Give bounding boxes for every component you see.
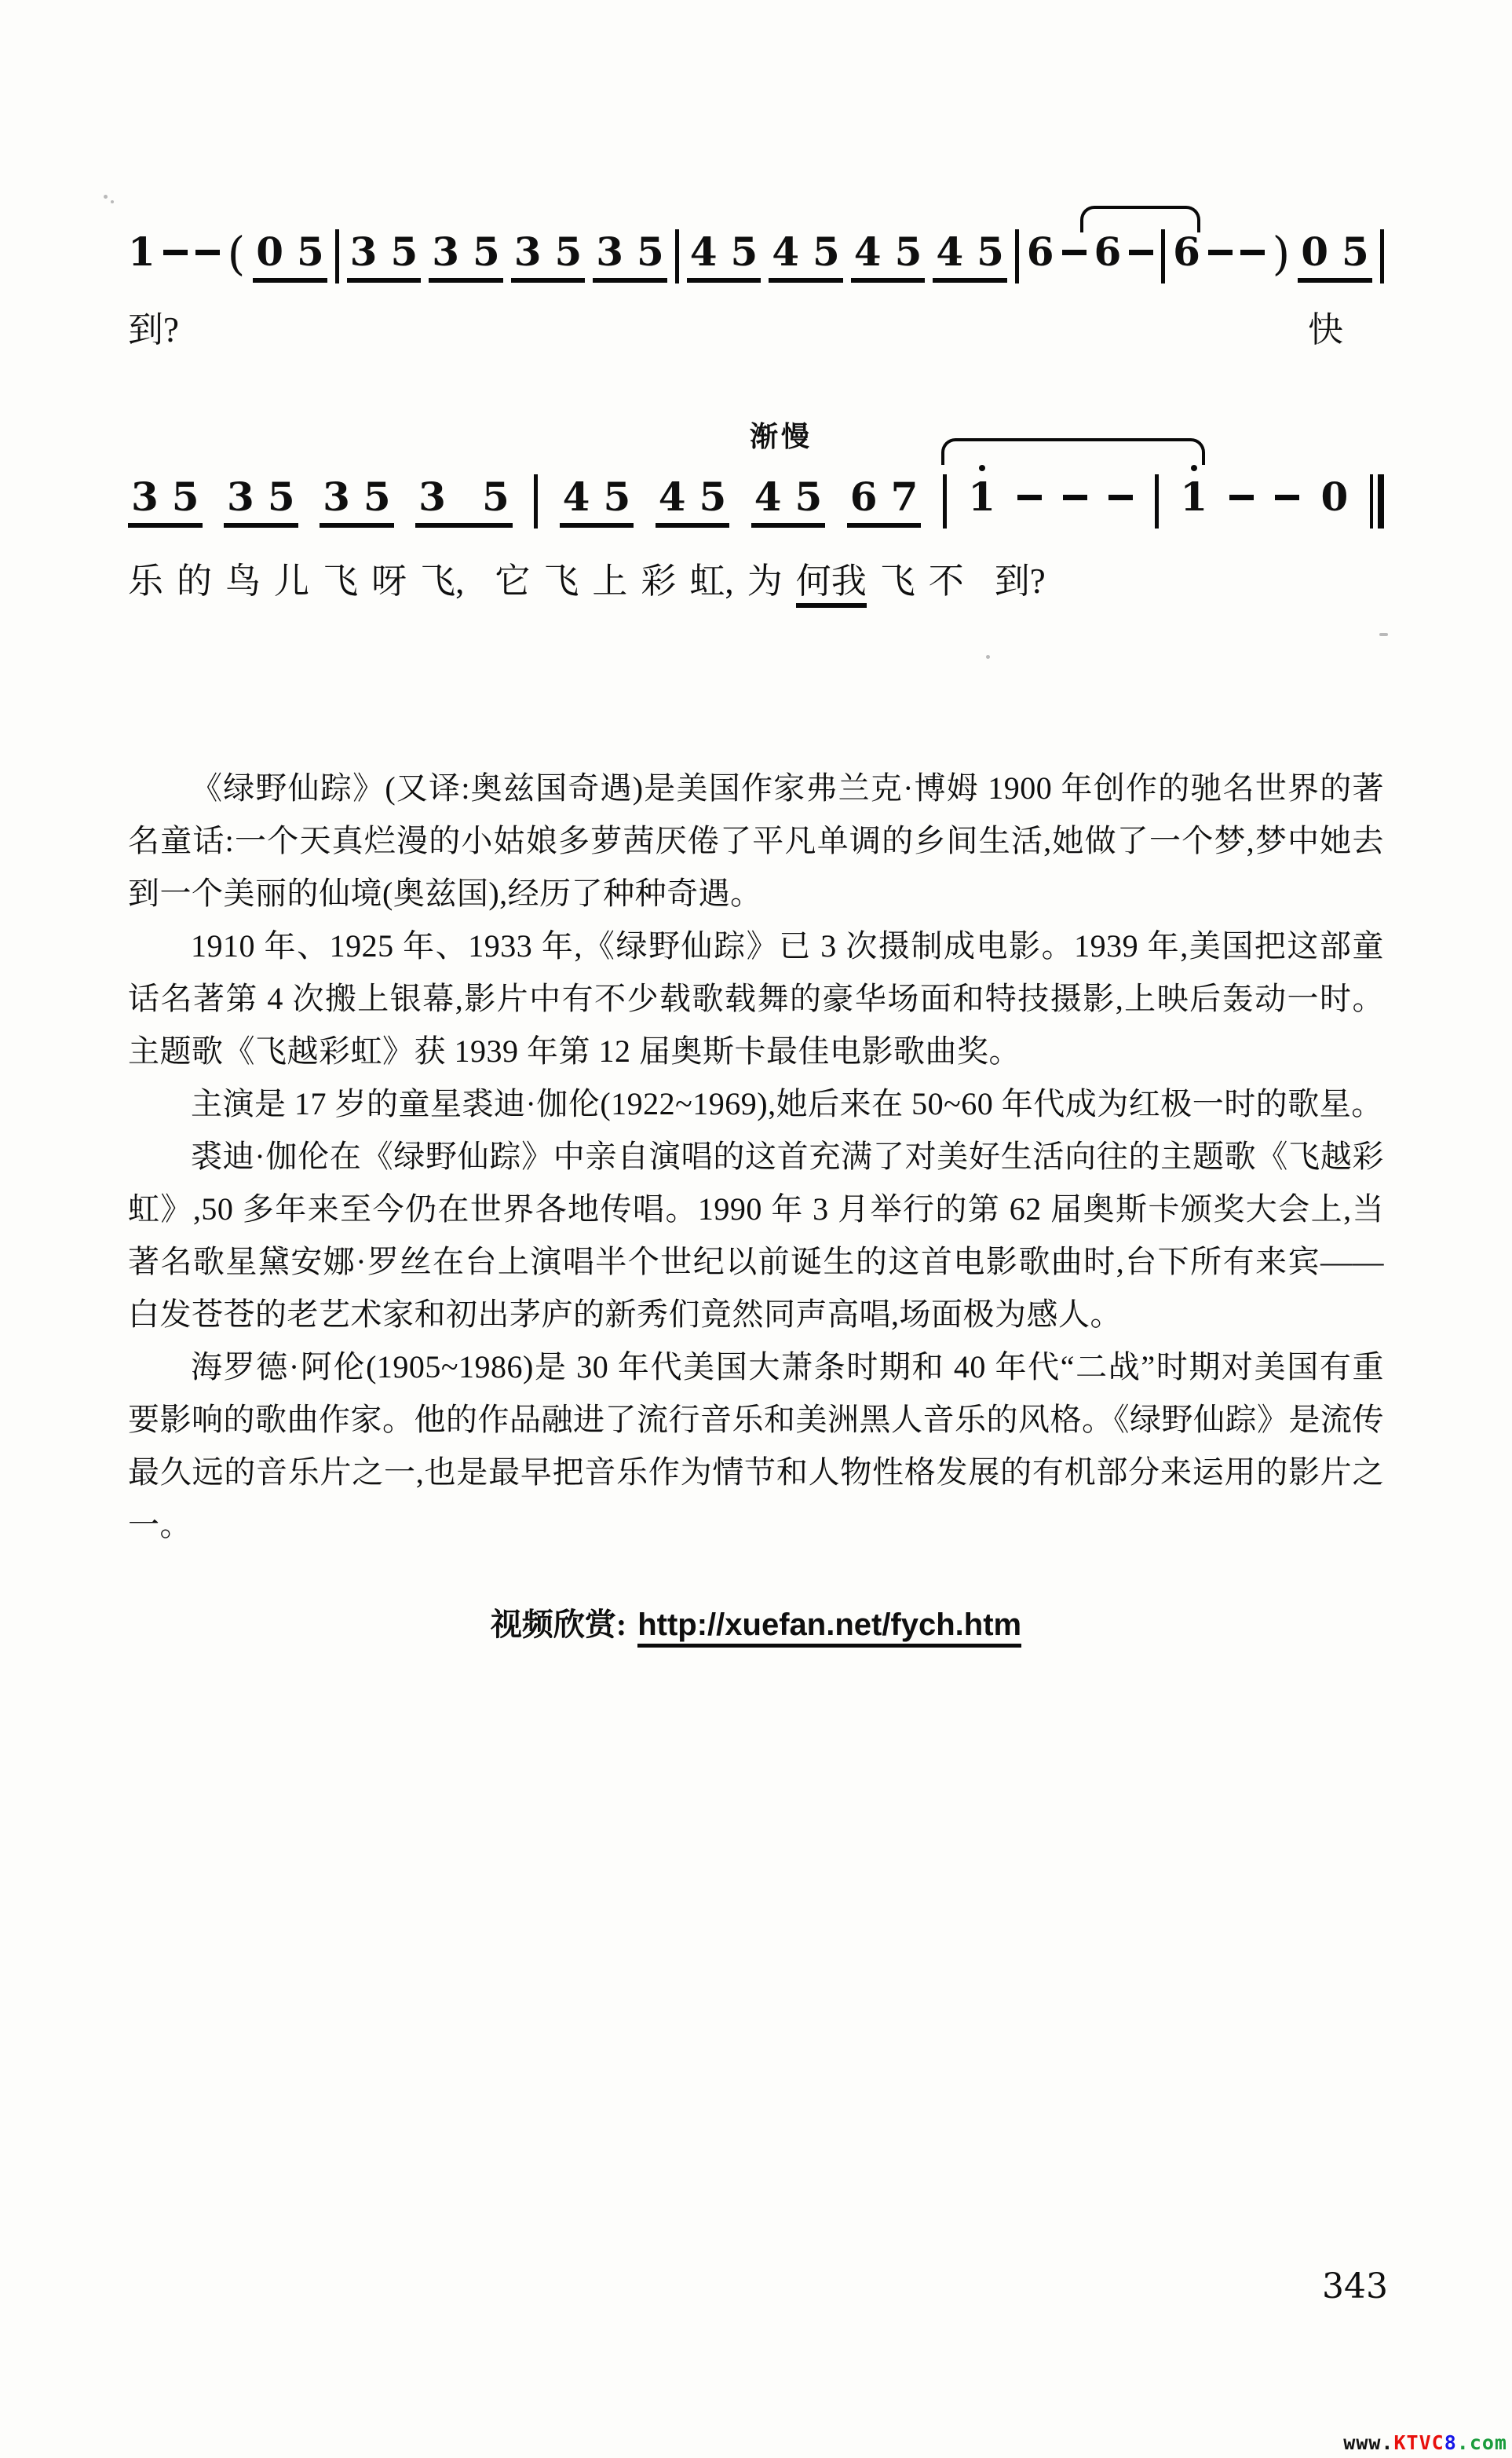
- note-0: 0: [256, 229, 283, 275]
- octave-dot: [979, 465, 985, 471]
- note-0: 0: [1320, 474, 1349, 520]
- note-5: 5: [554, 229, 583, 275]
- note-5: 5: [699, 474, 727, 520]
- lyric-syllable: 快: [1307, 310, 1343, 349]
- note-3: 3: [349, 229, 378, 275]
- tie-arc-line1: [1080, 206, 1200, 232]
- note-6: 6: [849, 474, 878, 520]
- beamed-note-group-45: [769, 229, 843, 283]
- beamed-note-group-45: [933, 229, 1007, 283]
- note-5: 5: [894, 229, 922, 275]
- duration-dash: [195, 250, 220, 255]
- duration-dash: [1062, 250, 1087, 255]
- note-4: 4: [754, 474, 782, 520]
- note-5: 5: [603, 474, 631, 520]
- barline: [943, 474, 947, 529]
- barline-thin: [1370, 474, 1373, 529]
- close-parenthesis: ): [1272, 227, 1291, 280]
- note-4: 4: [689, 229, 718, 275]
- note-5: 5: [977, 229, 1004, 275]
- duration-dash: [1129, 250, 1153, 255]
- note-5: 5: [363, 474, 391, 520]
- note-4: 4: [772, 229, 800, 275]
- beamed-note-group-45: [687, 229, 761, 283]
- video-appreciation-line: [128, 1600, 1384, 1644]
- barline: [1015, 229, 1019, 283]
- note-0: 0: [1301, 229, 1329, 275]
- note-6: 6: [1094, 229, 1122, 275]
- barline: [1155, 474, 1159, 529]
- video-url-link[interactable]: http://xuefan.net/fych.htm: [637, 1608, 1021, 1648]
- watermark-www: www.: [1343, 2431, 1394, 2454]
- watermark-com: .com: [1456, 2431, 1507, 2454]
- lyric-syllable: 飞: [323, 561, 359, 601]
- beamed-note-group-35: [128, 474, 203, 528]
- final-double-barline: [1370, 474, 1384, 529]
- beamed-note-group-05: [1298, 229, 1372, 283]
- lyric-syllable: 呀: [371, 561, 407, 601]
- barline: [534, 474, 538, 529]
- note-5: 5: [390, 229, 418, 275]
- watermark: [1343, 2431, 1507, 2454]
- watermark-eight: 8: [1444, 2431, 1457, 2454]
- lyric-syllable: 飞: [543, 561, 579, 601]
- note-1: 1: [128, 229, 155, 275]
- duration-dash: [163, 250, 188, 255]
- note-5: 5: [267, 474, 295, 520]
- beamed-note-group-35: [511, 229, 586, 283]
- beamed-note-group-35: [320, 474, 394, 528]
- duration-dash: [1063, 495, 1087, 500]
- duration-dash: [1229, 495, 1254, 500]
- score-line-2: [128, 474, 1384, 529]
- score-line-1: [128, 229, 1384, 284]
- lyric-syllable: 为: [747, 561, 783, 601]
- beamed-note-group-45: [656, 474, 730, 528]
- duration-dash: [1275, 495, 1299, 500]
- lyric-row-1: [128, 309, 1384, 350]
- article-section: [128, 762, 1384, 1644]
- note-5: 5: [1342, 229, 1369, 275]
- note-5: 5: [171, 474, 199, 520]
- note-3: 3: [323, 474, 350, 520]
- lyric-syllable: 乐: [128, 561, 164, 601]
- lyric-syllable: 何我: [796, 561, 867, 608]
- duration-dash: [1017, 495, 1042, 500]
- lyric-syllable: 它: [495, 561, 531, 601]
- note-5: 5: [813, 229, 840, 275]
- scan-speck: [104, 195, 108, 199]
- barline-thick: [1378, 474, 1384, 529]
- watermark-ktvc: KTVC: [1393, 2431, 1444, 2454]
- lyric-syllable: 儿: [274, 561, 310, 601]
- note-7: 7: [890, 474, 919, 520]
- lyric-syllable: 虹,: [689, 561, 734, 601]
- lyric-syllable: 鸟: [225, 561, 261, 601]
- duration-dash: [1208, 250, 1233, 255]
- paragraph-films: 1910 年、1925 年、1933 年,《绿野仙踪》已 3 次摄制成电影。1939 年,美国把这部童话名著第 4 次搬上银幕,影片中有不少载歌载舞的豪华场面和特技摄影,上映后轰动一时。主题歌《飞越彩虹》获 1939 年第 12 届奥斯卡最佳电影歌曲奖。: [128, 928, 1384, 1069]
- scan-speck: [1379, 633, 1388, 636]
- beamed-note-group-35: [347, 229, 422, 283]
- lyric-syllable: 到?: [128, 310, 179, 349]
- lyric-syllable: 的: [177, 561, 213, 601]
- note-3: 3: [227, 474, 254, 520]
- note-5: 5: [637, 229, 664, 275]
- note-5: 5: [794, 474, 823, 520]
- scan-speck: [111, 200, 114, 203]
- beamed-note-group-35: [415, 474, 513, 528]
- lyric-row-2: [128, 561, 1384, 608]
- lyric-syllable: 飞: [879, 561, 915, 601]
- page-number: 343: [1322, 2266, 1388, 2306]
- video-label: 视频欣赏:: [490, 1607, 627, 1642]
- beamed-note-group-45: [560, 474, 634, 528]
- lyric-syllable: 彩: [641, 561, 677, 601]
- note-6: 6: [1026, 229, 1054, 275]
- paragraph-song-history: 裘迪·伽伦在《绿野仙踪》中亲自演唱的这首充满了对美好生活向往的主题歌《飞越彩虹》,50 多年来至今仍在世界各地传唱。1990 年 3 月举行的第 62 届奥斯卡颁奖大会上,当著名歌星黛安娜·罗丝在台上演唱半个世纪以前诞生的这首电影歌曲时,台下所有来宾——白发苍苍的老艺术家和初出茅庐的新秀们竟然同声高唱,场面极为感人。: [128, 1139, 1384, 1332]
- barline: [675, 229, 679, 283]
- lyric-syllable: 飞,: [420, 561, 465, 601]
- beamed-note-group-35: [429, 229, 503, 283]
- note-1-high: 1: [1180, 474, 1207, 520]
- beamed-note-group-05: [253, 229, 327, 283]
- paragraph-composer: 海罗德·阿伦(1905~1986)是 30 年代美国大萧条时期和 40 年代“二战”时期对美国有重要影响的歌曲作家。他的作品融进了流行音乐和美洲黑人音乐的风格。《绿野仙踪》是流传最久远的音乐片之一,也是最早把音乐作为情节和人物性格发展的有机部分来运用的影片之一。: [128, 1349, 1384, 1542]
- scan-speck: [986, 655, 990, 659]
- octave-dot: [1191, 465, 1197, 471]
- paragraph-intro: 《绿野仙踪》(又译:奥兹国奇遇)是美国作家弗兰克·博姆 1900 年创作的驰名世界的著名童话:一个天真烂漫的小姑娘多萝茜厌倦了平凡单调的乡间生活,她做了一个梦,梦中她去到一个美丽的仙境(奥兹国),经历了种种奇遇。: [128, 770, 1384, 911]
- open-parenthesis: (: [227, 227, 246, 280]
- beamed-note-group-45: [751, 474, 826, 528]
- note-5: 5: [730, 229, 758, 275]
- note-3: 3: [513, 229, 542, 275]
- paragraph-star: 主演是 17 岁的童星裘迪·伽伦(1922~1969),她后来在 50~60 年代成为红极一时的歌星。: [191, 1086, 1383, 1121]
- note-4: 4: [853, 229, 882, 275]
- barline: [335, 229, 339, 283]
- lyric-syllable: 上: [592, 561, 628, 601]
- score-section: [128, 229, 1384, 608]
- note-4: 4: [658, 474, 686, 520]
- note-4: 4: [936, 229, 964, 275]
- note-4: 4: [562, 474, 590, 520]
- note-3: 3: [596, 229, 624, 275]
- beamed-note-group-45: [851, 229, 926, 283]
- note-6: 6: [1173, 229, 1200, 275]
- lyric-syllable: 到?: [994, 561, 1046, 601]
- note-5: 5: [296, 229, 324, 275]
- duration-dash: [1240, 250, 1265, 255]
- barline: [1161, 229, 1165, 283]
- beamed-note-group-35: [593, 229, 667, 283]
- duration-dash: [1108, 495, 1133, 500]
- note-1-high: 1: [968, 474, 995, 520]
- note-5: 5: [481, 474, 509, 520]
- note-3: 3: [418, 474, 446, 520]
- barline: [1380, 229, 1384, 283]
- tie-arc-line2: [941, 438, 1205, 465]
- note-3: 3: [432, 229, 459, 275]
- beamed-note-group-67: [847, 474, 922, 528]
- beamed-note-group-35: [224, 474, 298, 528]
- note-3: 3: [131, 474, 159, 520]
- tempo-marking: 渐慢: [750, 421, 813, 452]
- note-5: 5: [472, 229, 500, 275]
- lyric-syllable: 不: [928, 561, 964, 601]
